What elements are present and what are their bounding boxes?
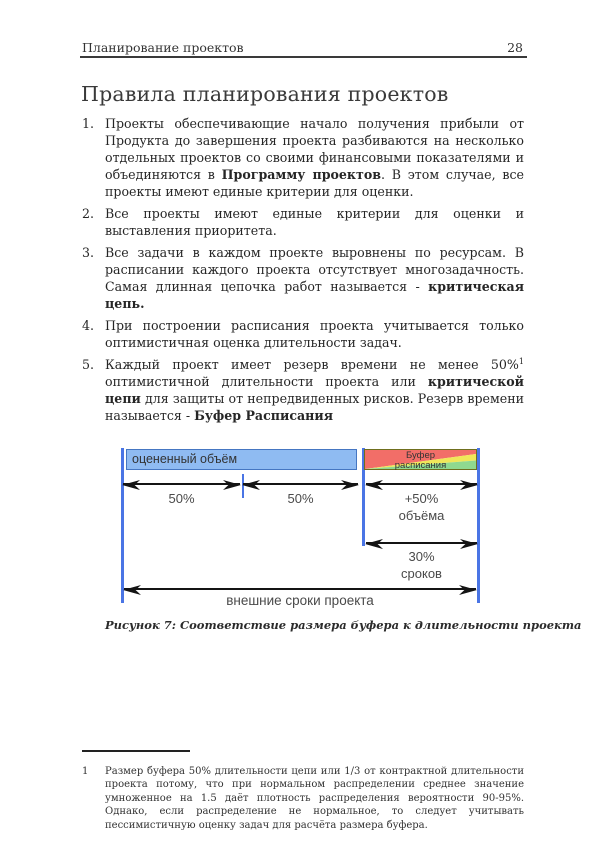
label-30-duration — [366, 548, 477, 582]
item-3-bold-1: критическая цепь. — [105, 279, 524, 311]
label-plus50-line2: объёма — [398, 508, 445, 523]
label-plus50-line1: +50% — [404, 491, 439, 506]
running-header-title: Планирование проектов — [82, 40, 244, 55]
item-4-number: 4. — [82, 318, 95, 333]
section-title: Правила планирования проектов — [81, 82, 449, 106]
estimated-volume-box: оцененный объём — [126, 449, 357, 470]
buffer-box-label — [365, 450, 476, 470]
item-5-text — [105, 356, 524, 424]
label-50-right: 50% — [287, 491, 314, 506]
footnote — [82, 765, 524, 832]
arrow-plus50-volume — [366, 483, 477, 485]
label-plus50-volume — [366, 490, 477, 524]
item-5-bold-1: критической цепи — [105, 374, 524, 406]
item-1-run-2: . В этом случае, все проекты имеют единые критерии для оценки. — [105, 167, 524, 199]
header-rule — [80, 56, 527, 58]
figure-buffer-diagram — [0, 447, 600, 625]
item-5-bold-2: Буфер Расписания — [194, 408, 334, 423]
item-3-text — [105, 244, 524, 312]
list-item-3 — [82, 244, 524, 312]
list-item-4 — [82, 317, 524, 351]
label-external-deadline: внешние сроки проекта — [226, 593, 374, 608]
footnote-separator — [82, 750, 190, 752]
item-3-number: 3. — [82, 245, 95, 260]
item-5-run-2: оптимистичной длительности проекта или — [105, 374, 428, 389]
label-30-line2: сроков — [401, 566, 442, 581]
label-30-line1: 30% — [408, 549, 435, 564]
list-item-1 — [82, 115, 524, 200]
item-5-run-3: для защиты от непредвиденных рисков. Резерв времени называется - — [105, 391, 524, 423]
arrow-30-duration — [366, 542, 477, 544]
item-2-text — [105, 205, 524, 239]
arrow-external-deadline — [124, 588, 476, 590]
arrow-50-right — [243, 483, 358, 485]
footnote-text: Размер буфера 50% длительности цепи или 1/3 от контрактной длительности проекта потому, что при нормальном распределении среднее значение умноженное на 1.5 даёт плотность распределения вероятности 90-95%. Однако, если распределение не нормальное, то следует учитывать пессимистичную оценку задач для расчёта размера буфера. — [105, 766, 524, 831]
list-item-2 — [82, 205, 524, 239]
item-5-number: 5. — [82, 357, 95, 372]
item-4-run-1: При построении расписания проекта учитывается только оптимистичная оценка длительности задач. — [105, 318, 524, 350]
buffer-label-line1: Буфер — [405, 450, 436, 461]
item-5-run-1: Каждый проект имеет резерв времени не менее 50% — [105, 357, 519, 372]
item-1-number: 1. — [82, 116, 95, 131]
schedule-buffer-box — [364, 449, 477, 470]
item-1-bold-1: Программу проектов — [221, 167, 381, 182]
list-item-5 — [82, 356, 524, 424]
footnote-number: 1 — [82, 766, 89, 777]
footnote-marker: 1 — [518, 356, 524, 366]
figure-caption: Рисунок 7: Соответствие размера буфера к длительности проекта — [105, 618, 582, 632]
item-2-number: 2. — [82, 206, 95, 221]
item-3-run-1: Все задачи в каждом проекте выровнены по ресурсам. В расписании каждого проекта отсутствует многозадачность. Самая длинная цепочка работ называется - — [105, 245, 524, 294]
guide-line-right — [477, 448, 480, 603]
label-50-left: 50% — [168, 491, 195, 506]
guide-line-left — [121, 448, 124, 603]
item-1-text — [105, 115, 524, 200]
arrow-50-left — [123, 483, 240, 485]
buffer-label-line2: расписания — [394, 459, 447, 471]
item-4-text — [105, 317, 524, 351]
item-2-run-1: Все проекты имеют единые критерии для оценки и выставления приоритета. — [105, 206, 524, 238]
page-number: 28 — [507, 40, 523, 55]
item-1-run-1: Проекты обеспечивающие начало получения прибыли от Продукта до завершения проекта разбиваются на несколько отдельных проектов со своими финансовыми показателями и объединяются в — [105, 116, 524, 182]
rules-list — [82, 115, 524, 429]
